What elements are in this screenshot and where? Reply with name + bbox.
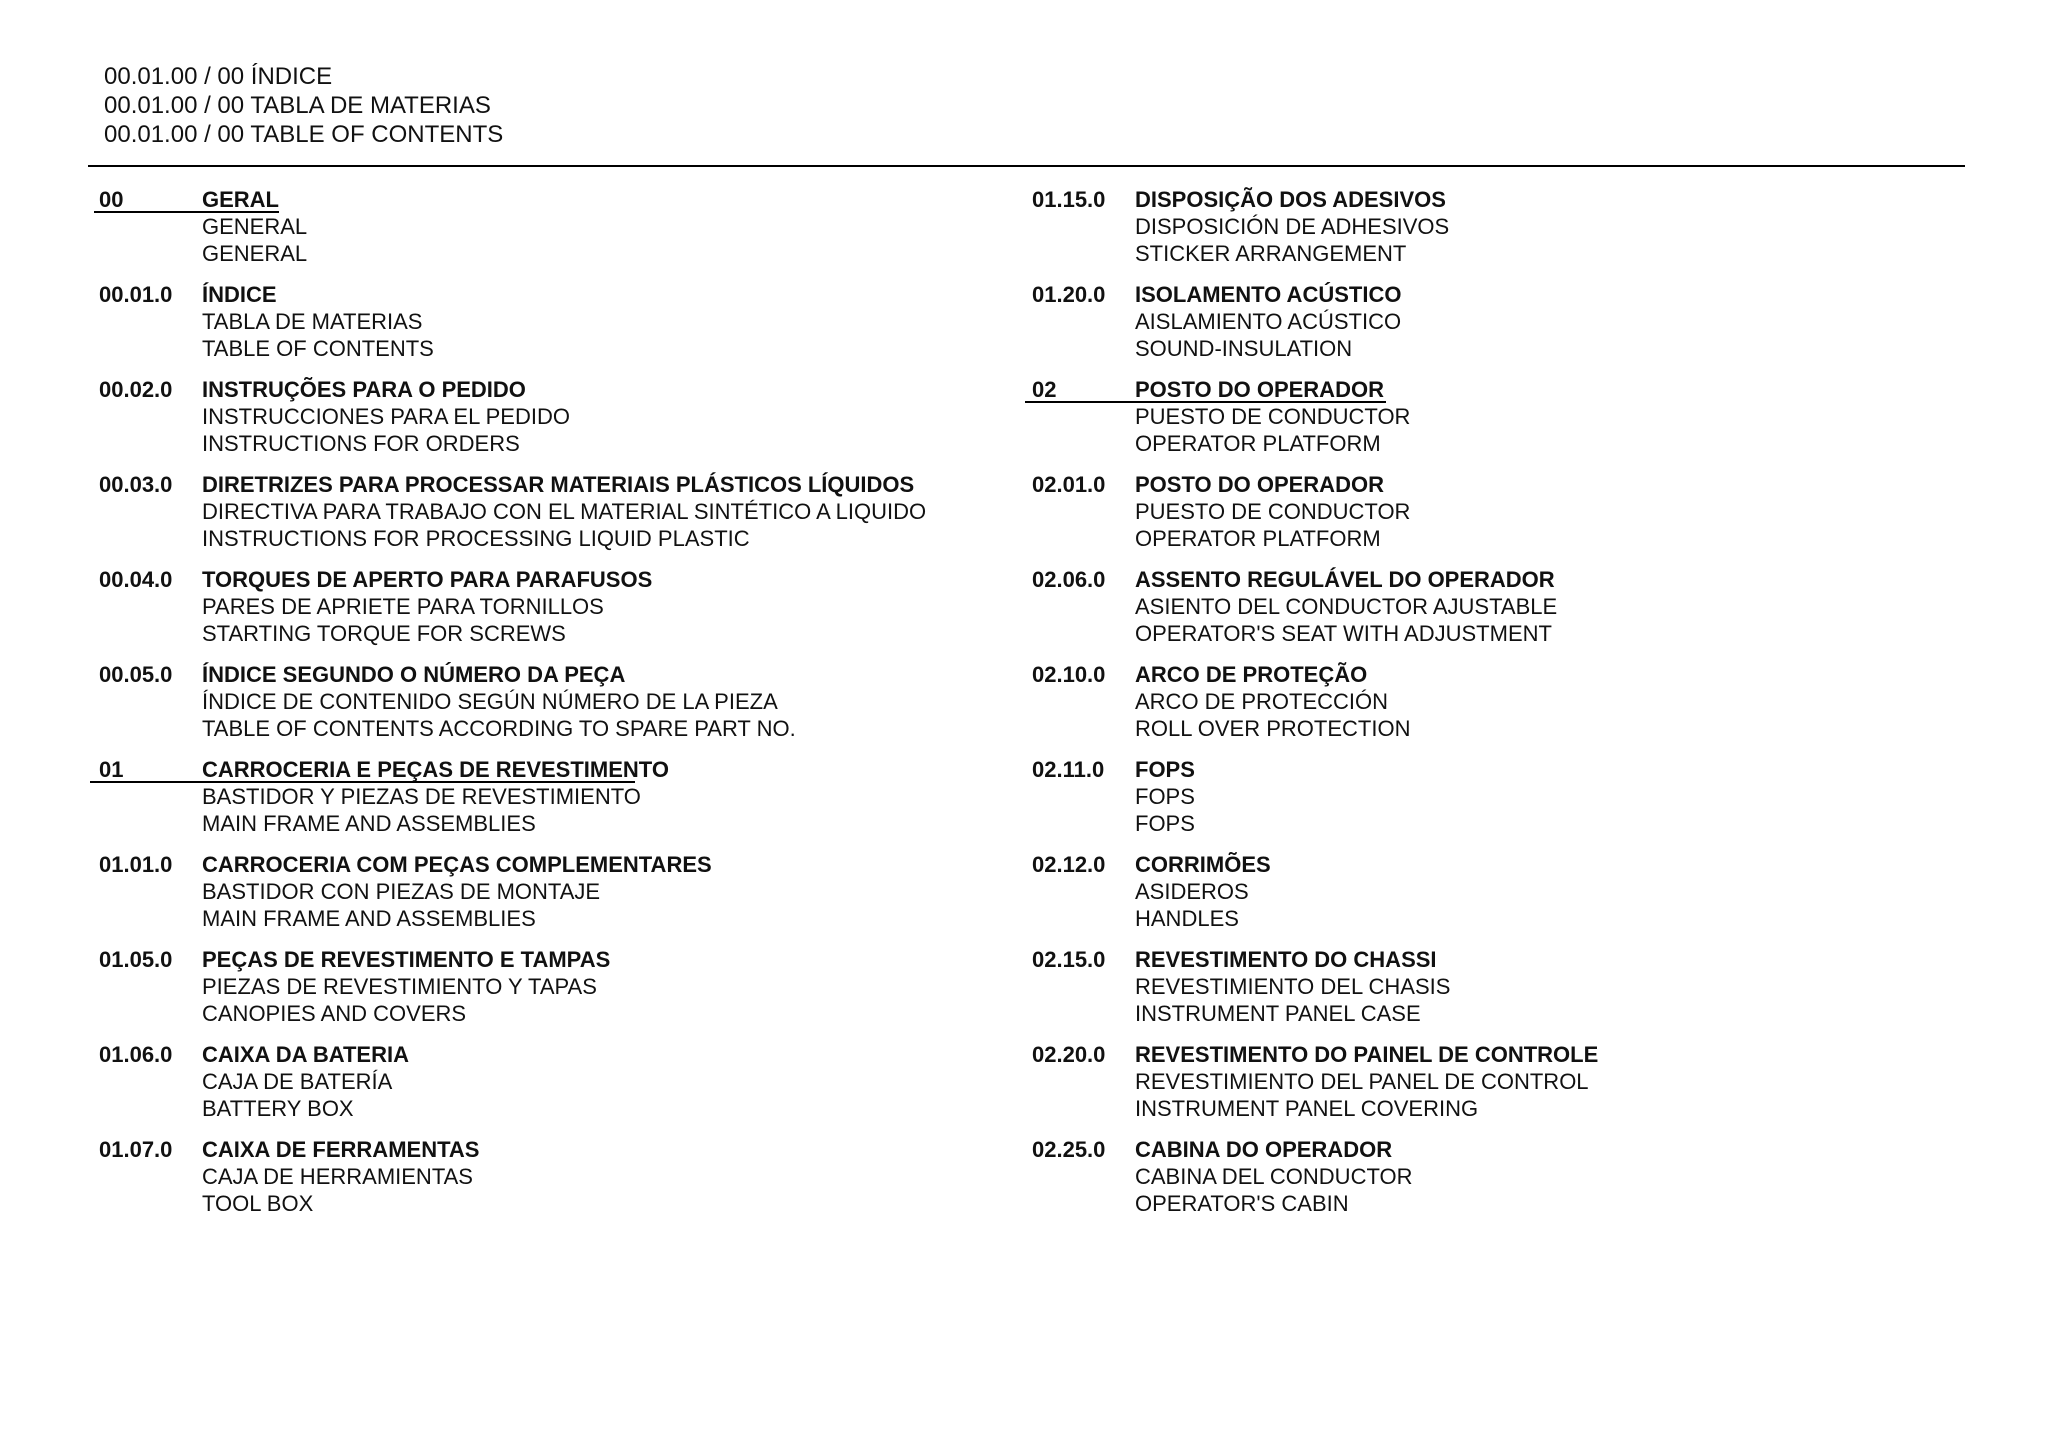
toc-title-es: INSTRUCCIONES PARA EL PEDIDO <box>202 404 570 429</box>
header-line-es: 00.01.00 / 00 TABLA DE MATERIAS <box>104 92 491 119</box>
toc-title-en: TOOL BOX <box>202 1191 314 1216</box>
toc-title-es: REVESTIMIENTO DEL PANEL DE CONTROL <box>1135 1069 1589 1094</box>
toc-title-en: STARTING TORQUE FOR SCREWS <box>202 621 566 646</box>
toc-title-es: TABLA DE MATERIAS <box>202 309 423 334</box>
toc-title-pt: DIRETRIZES PARA PROCESSAR MATERIAIS PLÁSTICOS LÍQUIDOS <box>202 472 915 497</box>
toc-title-en: FOPS <box>1135 811 1195 836</box>
toc-entry[interactable] <box>1032 1136 1932 1231</box>
toc-title-pt: CABINA DO OPERADOR <box>1135 1137 1393 1162</box>
document-header <box>104 62 503 149</box>
toc-title-en: ROLL OVER PROTECTION <box>1135 716 1411 741</box>
toc-title-es: GENERAL <box>202 214 308 239</box>
toc-title-es: BASTIDOR Y PIEZAS DE REVESTIMIENTO <box>202 784 641 809</box>
toc-code: 02.15.0 <box>1032 947 1106 972</box>
toc-title-en: INSTRUMENT PANEL CASE <box>1135 1001 1421 1026</box>
toc-title-es: PUESTO DE CONDUCTOR <box>1135 404 1411 429</box>
toc-title-en: CANOPIES AND COVERS <box>202 1001 467 1026</box>
toc-code: 02.10.0 <box>1032 662 1106 687</box>
toc-title-es: ASIDEROS <box>1135 879 1249 904</box>
toc-title-pt: ÍNDICE <box>202 282 277 307</box>
toc-title-pt: POSTO DO OPERADOR <box>1135 472 1384 497</box>
toc-title-en: TABLE OF CONTENTS <box>202 336 434 361</box>
toc-title-es: AISLAMIENTO ACÚSTICO <box>1135 309 1402 334</box>
toc-section[interactable] <box>99 756 999 851</box>
toc-title-en: OPERATOR PLATFORM <box>1135 431 1381 456</box>
toc-title-es: REVESTIMIENTO DEL CHASIS <box>1135 974 1451 999</box>
toc-title-es: ARCO DE PROTECCIÓN <box>1135 689 1389 714</box>
toc-entry[interactable] <box>1032 851 1932 946</box>
toc-title-en: STICKER ARRANGEMENT <box>1135 241 1407 266</box>
toc-title-en: INSTRUCTIONS FOR ORDERS <box>202 431 520 456</box>
toc-entry[interactable] <box>1032 946 1932 1041</box>
toc-title-pt: POSTO DO OPERADOR <box>1135 377 1384 402</box>
toc-title-pt: ASSENTO REGULÁVEL DO OPERADOR <box>1135 567 1555 592</box>
toc-title-es: BASTIDOR CON PIEZAS DE MONTAJE <box>202 879 601 904</box>
toc-column-left <box>99 186 999 1231</box>
toc-entry[interactable] <box>99 851 999 946</box>
toc-entry[interactable] <box>99 281 999 376</box>
toc-code: 01.06.0 <box>99 1042 173 1067</box>
toc-title-pt: INSTRUÇÕES PARA O PEDIDO <box>202 377 526 402</box>
toc-code: 01.07.0 <box>99 1137 173 1162</box>
toc-section[interactable] <box>99 186 999 281</box>
header-divider <box>88 165 1965 167</box>
toc-code: 00.05.0 <box>99 662 173 687</box>
toc-column-right <box>1032 186 1932 1231</box>
toc-title-en: HANDLES <box>1135 906 1239 931</box>
toc-entry[interactable] <box>99 471 999 566</box>
toc-code: 01 <box>99 757 124 782</box>
toc-title-en: TABLE OF CONTENTS ACCORDING TO SPARE PART NO. <box>202 716 796 741</box>
toc-title-es: PARES DE APRIETE PARA TORNILLOS <box>202 594 604 619</box>
toc-title-pt: GERAL <box>202 187 279 212</box>
toc-title-en: MAIN FRAME AND ASSEMBLIES <box>202 906 536 931</box>
toc-entry[interactable] <box>1032 566 1932 661</box>
toc-entry[interactable] <box>99 566 999 661</box>
toc-title-pt: REVESTIMENTO DO PAINEL DE CONTROLE <box>1135 1042 1599 1067</box>
toc-title-pt: PEÇAS DE REVESTIMENTO E TAMPAS <box>202 947 611 972</box>
toc-code: 02.06.0 <box>1032 567 1106 592</box>
toc-title-es: FOPS <box>1135 784 1195 809</box>
toc-entry[interactable] <box>99 946 999 1041</box>
toc-title-es: CAJA DE BATERÍA <box>202 1069 393 1094</box>
toc-entry[interactable] <box>1032 281 1932 376</box>
toc-title-pt: CORRIMÕES <box>1135 852 1271 877</box>
toc-entry[interactable] <box>99 376 999 471</box>
toc-title-pt: CARROCERIA COM PEÇAS COMPLEMENTARES <box>202 852 712 877</box>
toc-title-es: DISPOSICIÓN DE ADHESIVOS <box>1135 214 1450 239</box>
toc-title-es: DIRECTIVA PARA TRABAJO CON EL MATERIAL SINTÉTICO A LIQUIDO <box>202 499 927 524</box>
toc-title-pt: ARCO DE PROTEÇÃO <box>1135 662 1368 687</box>
toc-title-en: OPERATOR PLATFORM <box>1135 526 1381 551</box>
toc-title-en: SOUND-INSULATION <box>1135 336 1353 361</box>
toc-code: 02.11.0 <box>1032 757 1105 782</box>
toc-code: 00 <box>99 187 124 212</box>
toc-title-pt: FOPS <box>1135 757 1195 782</box>
toc-title-pt: TORQUES DE APERTO PARA PARAFUSOS <box>202 567 653 592</box>
toc-code: 01.01.0 <box>99 852 173 877</box>
toc-entry[interactable] <box>1032 471 1932 566</box>
toc-section[interactable] <box>1032 376 1932 471</box>
toc-entry[interactable] <box>1032 1041 1932 1136</box>
toc-entry[interactable] <box>99 1041 999 1136</box>
toc-entry[interactable] <box>1032 661 1932 756</box>
toc-title-es: CABINA DEL CONDUCTOR <box>1135 1164 1413 1189</box>
toc-code: 02.20.0 <box>1032 1042 1106 1067</box>
toc-title-pt: DISPOSIÇÃO DOS ADESIVOS <box>1135 187 1446 212</box>
toc-title-en: MAIN FRAME AND ASSEMBLIES <box>202 811 536 836</box>
toc-title-pt: ÍNDICE SEGUNDO O NÚMERO DA PEÇA <box>202 662 626 687</box>
toc-entry[interactable] <box>99 1136 999 1231</box>
toc-entry[interactable] <box>99 661 999 756</box>
toc-code: 02.25.0 <box>1032 1137 1106 1162</box>
toc-code: 00.02.0 <box>99 377 173 402</box>
header-line-en: 00.01.00 / 00 TABLE OF CONTENTS <box>104 121 504 148</box>
toc-code: 00.04.0 <box>99 567 173 592</box>
toc-title-en: GENERAL <box>202 241 308 266</box>
toc-title-en: OPERATOR'S SEAT WITH ADJUSTMENT <box>1135 621 1552 646</box>
toc-code: 01.15.0 <box>1032 187 1106 212</box>
toc-code: 00.01.0 <box>99 282 173 307</box>
toc-title-pt: CARROCERIA E PEÇAS DE REVESTIMENTO <box>202 757 669 782</box>
toc-title-es: PIEZAS DE REVESTIMIENTO Y TAPAS <box>202 974 597 999</box>
toc-title-en: OPERATOR'S CABIN <box>1135 1191 1349 1216</box>
toc-entry[interactable] <box>1032 186 1932 281</box>
toc-title-es: CAJA DE HERRAMIENTAS <box>202 1164 473 1189</box>
toc-code: 02.01.0 <box>1032 472 1106 497</box>
toc-code: 01.20.0 <box>1032 282 1106 307</box>
toc-entry[interactable] <box>1032 756 1932 851</box>
toc-code: 01.05.0 <box>99 947 173 972</box>
toc-title-es: ASIENTO DEL CONDUCTOR AJUSTABLE <box>1135 594 1558 619</box>
toc-title-en: BATTERY BOX <box>202 1096 354 1121</box>
toc-code: 02.12.0 <box>1032 852 1106 877</box>
toc-code: 02 <box>1032 377 1057 402</box>
toc-code: 00.03.0 <box>99 472 173 497</box>
toc-title-pt: CAIXA DE FERRAMENTAS <box>202 1137 480 1162</box>
toc-title-en: INSTRUMENT PANEL COVERING <box>1135 1096 1479 1121</box>
toc-title-es: ÍNDICE DE CONTENIDO SEGÚN NÚMERO DE LA PIEZA <box>202 689 778 714</box>
toc-title-pt: ISOLAMENTO ACÚSTICO <box>1135 282 1402 307</box>
header-line-pt: 00.01.00 / 00 ÍNDICE <box>104 63 333 90</box>
toc-title-pt: REVESTIMENTO DO CHASSI <box>1135 947 1437 972</box>
toc-title-en: INSTRUCTIONS FOR PROCESSING LIQUID PLASTIC <box>202 526 750 551</box>
toc-title-es: PUESTO DE CONDUCTOR <box>1135 499 1411 524</box>
toc-title-pt: CAIXA DA BATERIA <box>202 1042 409 1067</box>
